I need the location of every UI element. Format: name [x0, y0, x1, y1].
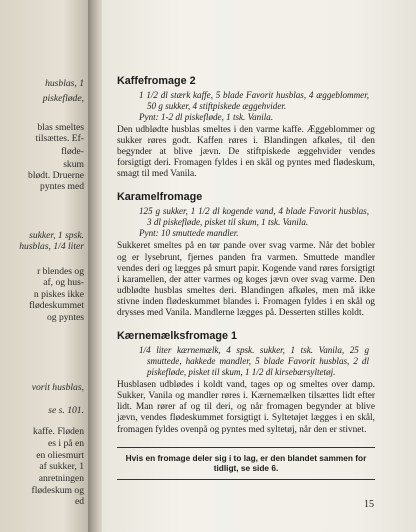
right-page — [102, 0, 416, 532]
left-page-text-fragment: pyntes med — [40, 181, 84, 192]
left-page-text-fragment: se s. 101. — [48, 405, 84, 416]
recipe-ingredients — [117, 345, 375, 378]
left-page-text-fragment: kaffe. Fløden — [33, 426, 84, 437]
left-page-text-fragment: vorit husblas, — [31, 382, 84, 393]
page-number: 15 — [364, 499, 374, 510]
left-page-text-fragment: ed — [74, 496, 84, 507]
left-page-text-fragment: piskefløde, — [42, 93, 84, 104]
left-page-text-fragment: tilsættes. Ef- — [35, 133, 84, 144]
recipe-title: Karamelfromage — [117, 191, 203, 204]
left-page-text-fragment: flødeskummet — [29, 300, 84, 311]
recipe-ingredients — [117, 90, 375, 123]
page-content — [117, 75, 375, 480]
left-page-text-fragment: flødeskum og — [31, 485, 84, 496]
left-page-text-fragment: anretningen — [38, 473, 84, 484]
ingredient-line: Pynt: 1-2 dl piskefløde, 1 tsk. Vanila. — [139, 112, 274, 122]
recipe-kaernemaelksfromage-1 — [117, 330, 375, 435]
recipe-karamelfromage — [117, 191, 375, 319]
left-page-text-fragment: sukker, 1 spsk. — [29, 230, 84, 241]
ingredient-line: 125 g sukker, 1 1/2 dl kogende vand, 4 blade Favorit husblas, 3 dl piskefløde, pisket til skum, 1 tsk. Vanila. — [139, 206, 369, 228]
left-page-text-fragment: en oliesmurt — [36, 450, 84, 461]
recipe-instructions: Den udblødte husblas smeltes i den varme kaffe. Æggeblommer og sukker røres godt. Kaffen røres i. Blandingen afkøles, til den begynder at blive jævn. De stiftpiskede æggehvider vendes forsigtigt deri. Fromagen fyldes i en skål og pyntes med flødeskum, smagt til med Vanila. — [117, 125, 375, 180]
recipe-instructions: Sukkeret smeltes på en tør pande over svag varme. Når det bobler og er lysebrunt, fjernes panden fra varmen. Smuttede mandler vendes deri og lægges på smurt papir. Kogende vand røres forsigtigt i karamellen, der atter varmes og koges jævn over svag varme. Den udblødte husblas smeltes deri. Blandingen afkøles, men må ikke stivne inden flødeskummet blandes i. Fromagen fyldes i en skål og drysses med Vanila. Mandlerne lægges på. Desserten stilles koldt. — [117, 241, 375, 319]
ingredient-line: 1/4 liter kærnemælk, 4 spsk. sukker, 1 tsk. Vanila, 25 g smuttede, hakkede mandler, 5 blade Favorit husblas, 2 dl piskefløde, pisket til skum, 1 1/2 dl kirsebærsyltetøj. — [139, 345, 369, 378]
left-page-text-fragment: husblas, 1 — [45, 78, 84, 89]
left-page-text-fragment: es i på en — [48, 438, 84, 449]
ingredient-line: Pynt: 10 smuttede mandler. — [139, 228, 239, 239]
left-page-text-fragment: og pyntes — [46, 312, 84, 323]
left-page-text-fragment: r blendes og — [37, 266, 84, 277]
recipe-ingredients — [117, 206, 375, 239]
left-page-text-fragment: af sukker, 1 — [39, 461, 84, 472]
left-page-text-fragment: af, og hus- — [43, 277, 84, 288]
left-page-text-fragment: n piskes ikke — [33, 289, 84, 300]
tip-box: Hvis en fromage deler sig i to lag, er den blandet sammen for tidligt, se side 6. — [117, 447, 375, 480]
recipe-instructions: Husblasen udblødes i koldt vand, tages op og smeltes over damp. Sukker, Vanila og mandler røres i. Kærnemælken tilsættes lidt efter lidt. Man rører af og til deri, og når fromagen begynder at blive jævn, vendes flødeskummet forsigtigt i. Syltetøjet lægges i en skål, fromagen fyldes ovenpå og pyntes med syltetøj, når den er stivnet. — [117, 380, 375, 435]
left-page-text-fragment: fløde- — [61, 146, 84, 157]
left-page-text-fragment: blas smeltes — [37, 122, 84, 133]
left-page — [0, 0, 90, 532]
recipe-title: Kærnemælksfromage 1 — [117, 330, 238, 343]
left-page-text-fragment: husblas, 1/4 liter — [19, 241, 84, 252]
left-page-text-fragment: skum — [63, 159, 84, 170]
left-page-text-fragment: blødt. Druerne — [28, 170, 84, 181]
ingredient-line: 1 1/2 dl stærk kaffe, 5 blade Favorit husblas, 4 æggeblommer, 50 g sukker, 4 stiftpiskede æggehvider. — [139, 90, 369, 111]
recipe-title: Kaffefromage 2 — [117, 75, 196, 87]
recipe-kaffefromage-2 — [117, 75, 375, 180]
